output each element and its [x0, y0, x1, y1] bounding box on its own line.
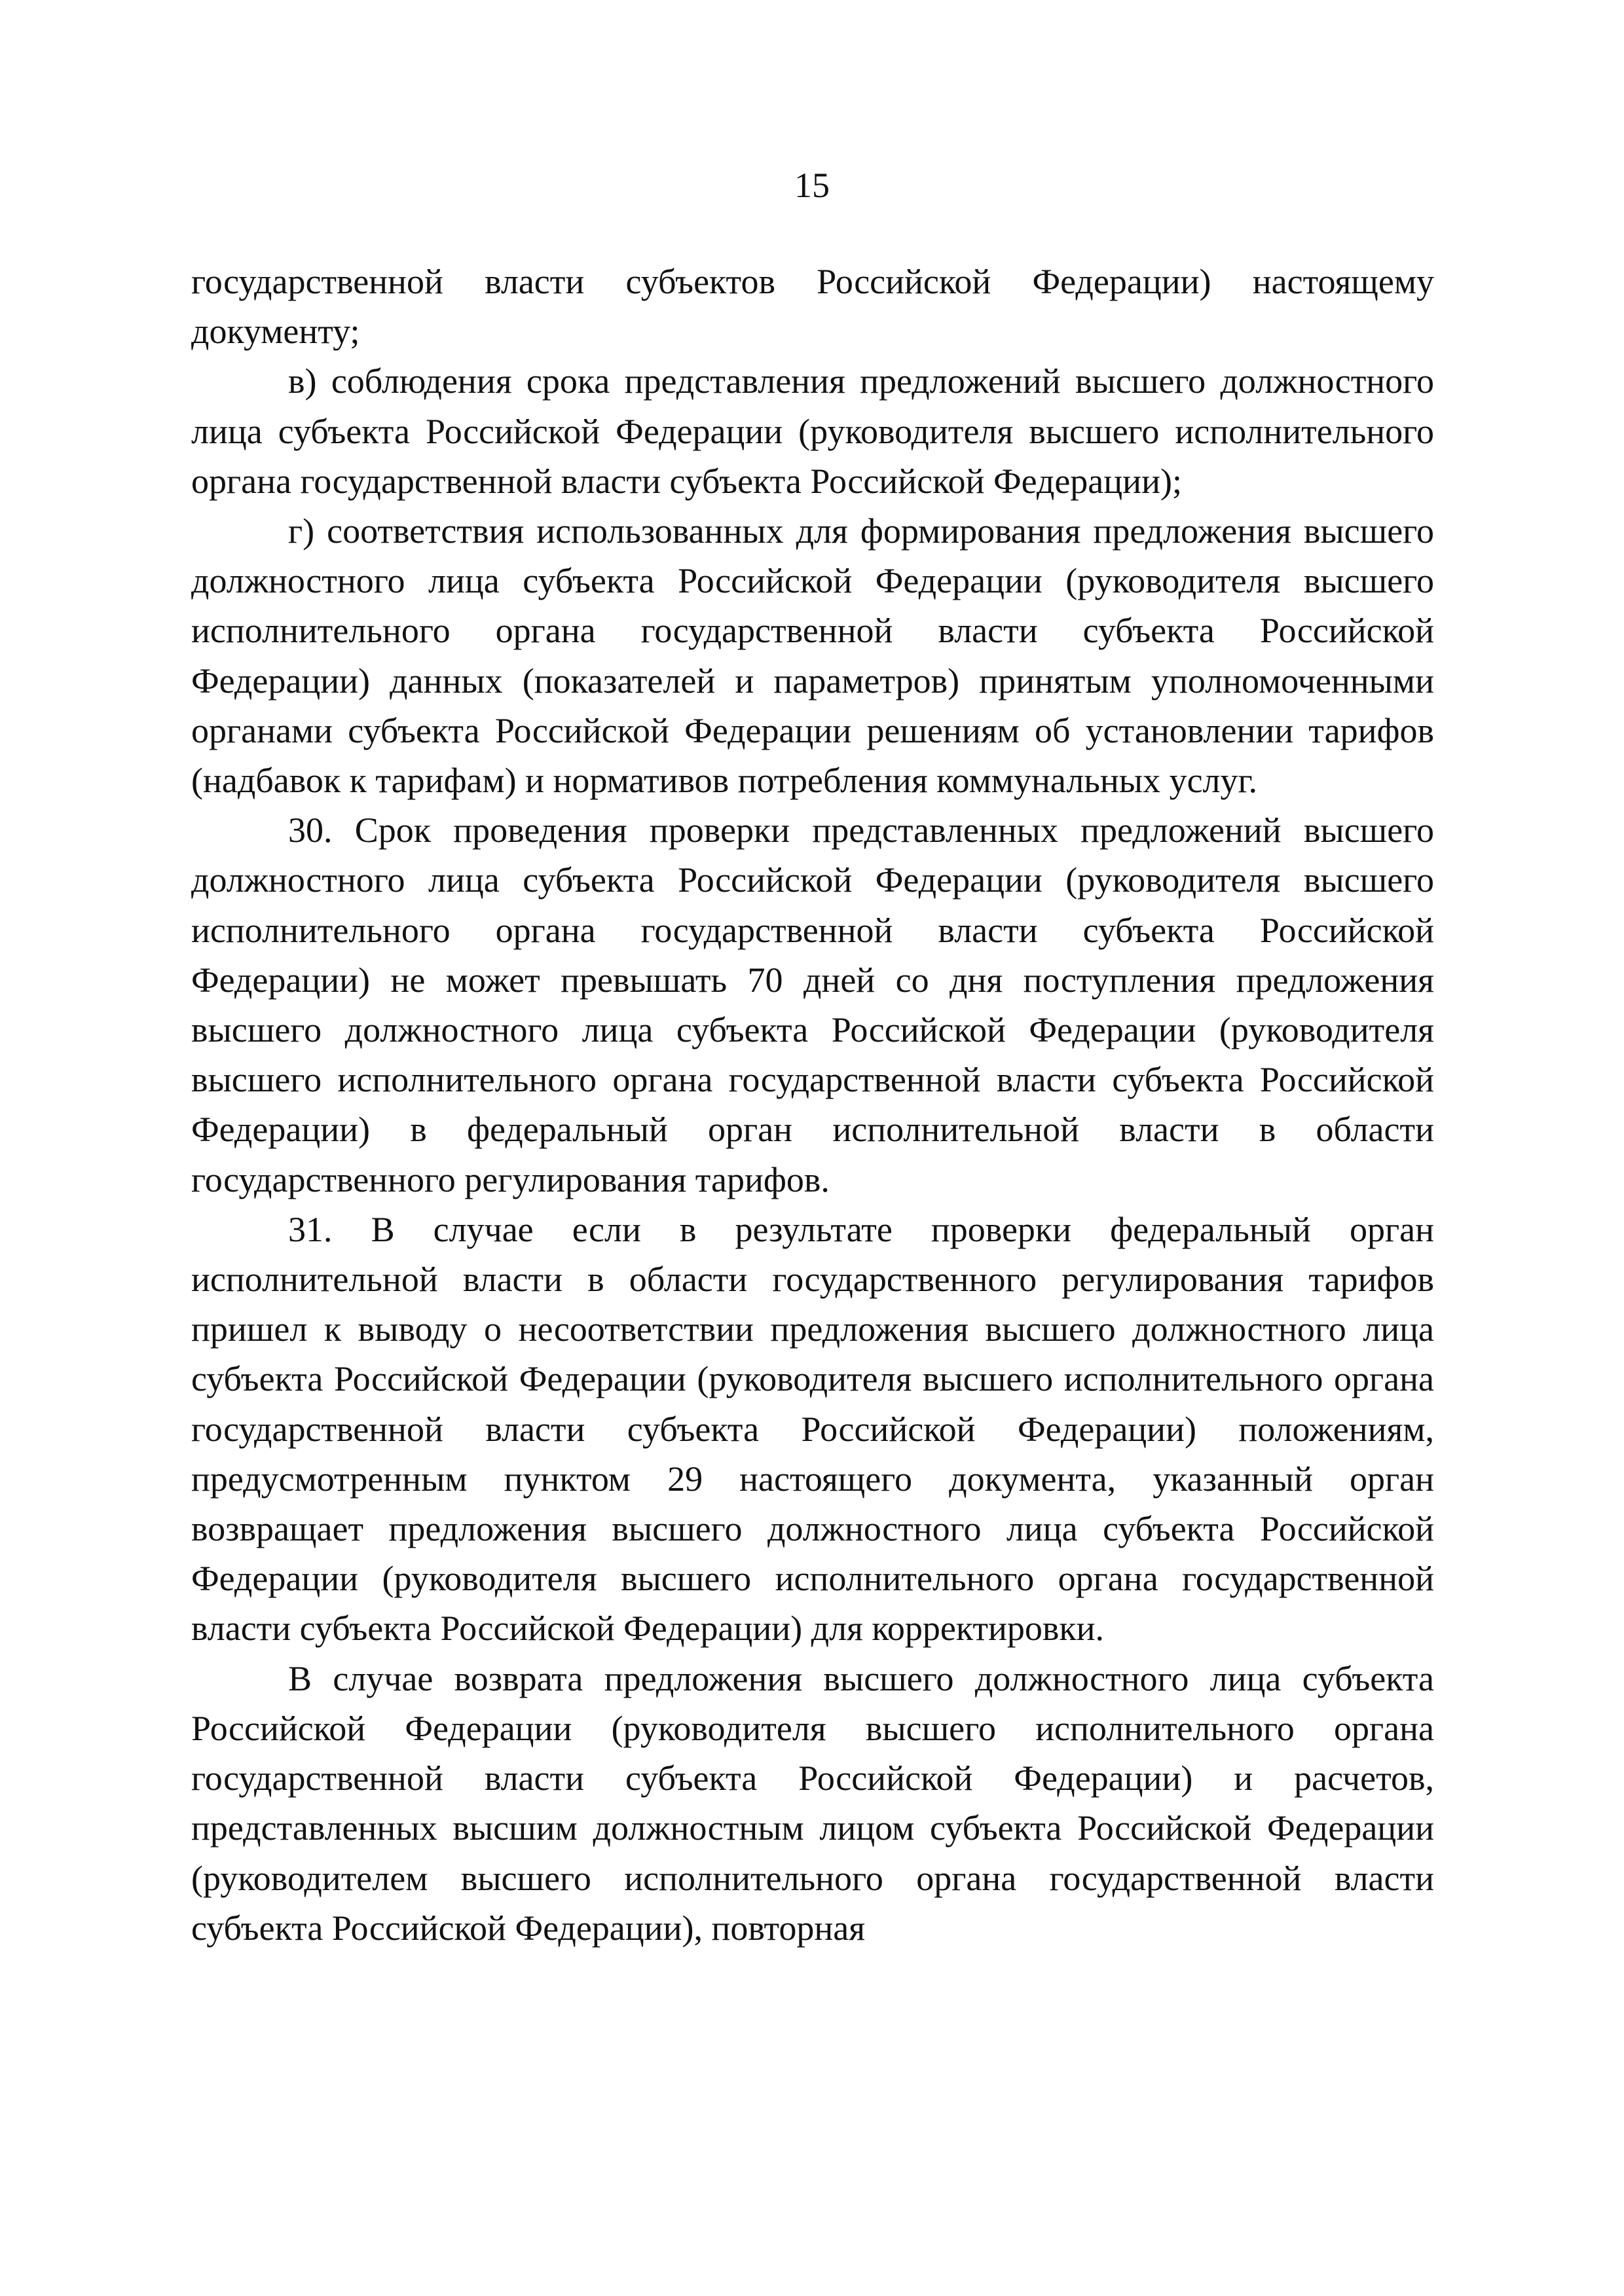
- paragraph-item-v: в) соблюдения срока представления предложений высшего должностного лица субъекта Российской Федерации (руководителя высшего исполнительного органа государственной власти субъекта Российской Федерации);: [191, 361, 1434, 501]
- document-body: [191, 257, 1434, 1953]
- paragraph-item-g: г) соответствия использованных для формирования предложения высшего должностного лица субъекта Российской Федерации (руководителя высшего исполнительного органа государственной власти субъекта Российской Федерации) данных (показателей и параметров) принятым уполномоченными органами субъекта Российской Федерации решениям об установлении тарифов (надбавок к тарифам) и нормативов потребления коммунальных услуг.: [191, 511, 1434, 801]
- paragraph-clause-31: 31. В случае если в результате проверки федеральный орган исполнительной власти в области государственного регулирования тарифов пришел к выводу о несоответствии предложения высшего должностного лица субъекта Российской Федерации (руководителя высшего исполнительного органа государственной власти субъекта Российской Федерации) положениям, предусмотренным пунктом 29 настоящего документа, указанный орган возвращает предложения высшего должностного лица субъекта Российской Федерации (руководителя высшего исполнительного органа государственной власти субъекта Российской Федерации) для корректировки.: [191, 1209, 1434, 1649]
- paragraph-continuation: государственной власти субъектов Российской Федерации) настоящему документу;: [191, 262, 1434, 352]
- paragraph-return-case: В случае возврата предложения высшего должностного лица субъекта Российской Федерации (руководителя высшего исполнительного органа государственной власти субъекта Российской Федерации) и расчетов, представленных высшим должностным лицом субъекта Российской Федерации (руководителем высшего исполнительного органа государственной власти субъекта Российской Федерации), повторная: [191, 1658, 1434, 1948]
- page-number: 15: [794, 166, 830, 205]
- paragraph-clause-30: 30. Срок проведения проверки представленных предложений высшего должностного лица субъекта Российской Федерации (руководителя высшего исполнительного органа государственной власти субъекта Российской Федерации) не может превышать 70 дней со дня поступления предложения высшего должностного лица субъекта Российской Федерации (руководителя высшего исполнительного органа государственной власти субъекта Российской Федерации) в федеральный орган исполнительной власти в области государственного регулирования тарифов.: [191, 811, 1434, 1199]
